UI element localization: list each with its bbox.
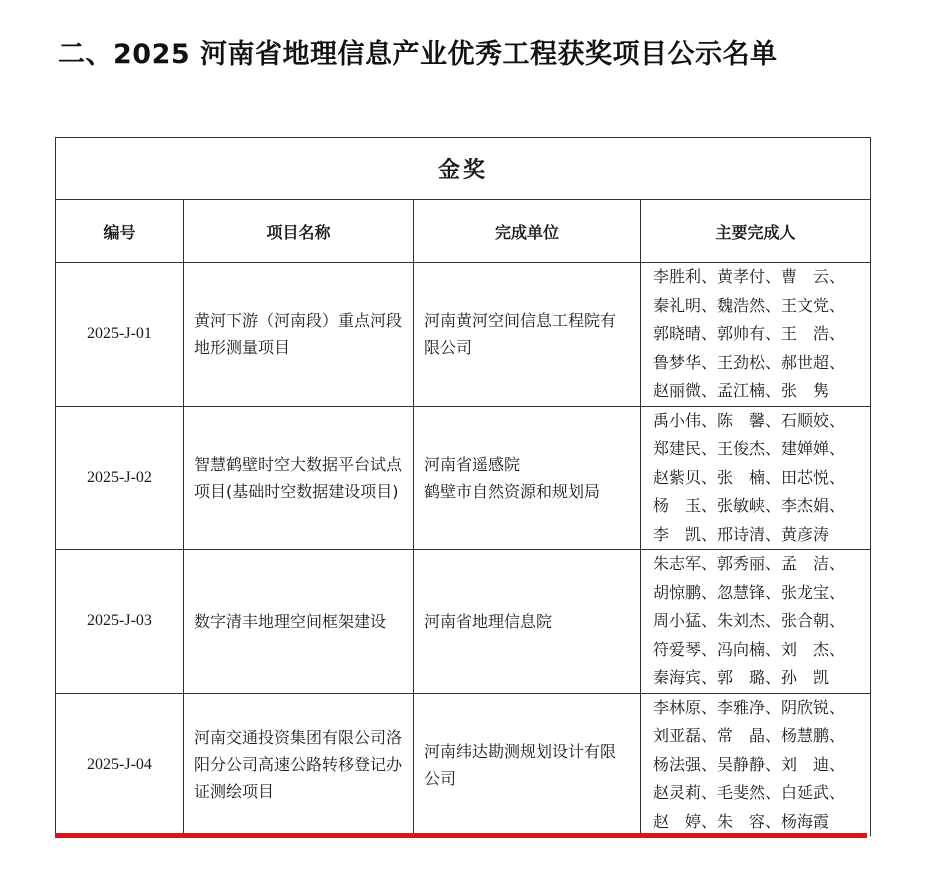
person-line: 鲁梦华、王劲松、郝世超、 [653, 352, 846, 372]
header-project-name: 项目名称 [184, 200, 414, 263]
project-id: 2025-J-01 [56, 263, 184, 407]
project-unit [414, 406, 641, 550]
project-persons [641, 693, 871, 836]
project-id: 2025-J-04 [56, 693, 184, 836]
project-persons [641, 550, 871, 694]
person-line: 胡惊鹏、忽慧锋、张龙宝、 [653, 582, 846, 602]
person-line: 朱志军、郭秀丽、孟 洁、 [653, 554, 846, 573]
person-line: 赵灵莉、毛斐然、白延武、 [653, 783, 846, 802]
person-line: 秦海宾、郭 璐、孙 凯 [653, 668, 830, 687]
unit-line: 鹤壁市自然资源和规划局 [424, 481, 601, 501]
project-name: 智慧鹤壁时空大数据平台试点项目(基础时空数据建设项目) [184, 406, 414, 550]
person-line: 杨 玉、张敏峡、李杰娟、 [653, 496, 846, 515]
unit-line: 河南省遥感院 [424, 454, 521, 474]
person-line: 杨法强、吴静静、刘 迪、 [653, 754, 846, 774]
person-line: 郑建民、王俊杰、建婵婵、 [653, 439, 846, 458]
person-line: 赵紫贝、张 楠、田芯悦、 [653, 467, 846, 487]
table-row [56, 550, 871, 694]
project-id: 2025-J-03 [56, 550, 184, 694]
unit-line: 河南省地理信息院 [424, 611, 553, 631]
person-line: 周小猛、朱刘杰、张合朝、 [653, 611, 846, 630]
header-id: 编号 [56, 200, 184, 263]
person-line: 赵丽微、孟江楠、张 隽 [653, 381, 830, 400]
header-unit: 完成单位 [414, 200, 641, 263]
red-divider-line [55, 833, 867, 838]
project-persons [641, 263, 871, 407]
project-unit [414, 550, 641, 694]
person-line: 符爱琴、冯向楠、刘 杰、 [653, 639, 846, 659]
page-title: 二、2025 河南省地理信息产业优秀工程获奖项目公示名单 [58, 39, 778, 70]
award-table [55, 137, 871, 836]
award-level-heading: 金奖 [56, 138, 871, 200]
person-line: 赵 婷、朱 容、杨海霞 [653, 811, 830, 831]
table-row [56, 406, 871, 550]
header-persons: 主要完成人 [641, 200, 871, 263]
person-line: 李林原、李雅净、阴欣锐、 [653, 697, 846, 717]
person-line: 李 凯、邢诗清、黄彦涛 [653, 524, 830, 544]
person-line: 禹小伟、陈 馨、石顺姣、 [653, 410, 846, 430]
project-unit [414, 693, 641, 836]
project-name: 数字清丰地理空间框架建设 [184, 550, 414, 694]
unit-line: 河南纬达勘测规划设计有限公司 [424, 741, 617, 788]
person-line: 李胜利、黄孝付、曹 云、 [653, 267, 846, 286]
project-name: 河南交通投资集团有限公司洛阳分公司高速公路转移登记办证测绘项目 [184, 693, 414, 836]
project-name: 黄河下游（河南段）重点河段地形测量项目 [184, 263, 414, 407]
project-unit [414, 263, 641, 407]
project-persons [641, 406, 871, 550]
person-line: 秦礼明、魏浩然、王文党、 [653, 295, 846, 315]
person-line: 郭晓晴、郭帅有、王 浩、 [653, 324, 846, 343]
person-line: 刘亚磊、常 晶、杨慧鹏、 [653, 726, 846, 745]
table-row [56, 693, 871, 836]
table-row [56, 263, 871, 407]
project-id: 2025-J-02 [56, 406, 184, 550]
unit-line: 河南黄河空间信息工程院有限公司 [424, 311, 617, 358]
